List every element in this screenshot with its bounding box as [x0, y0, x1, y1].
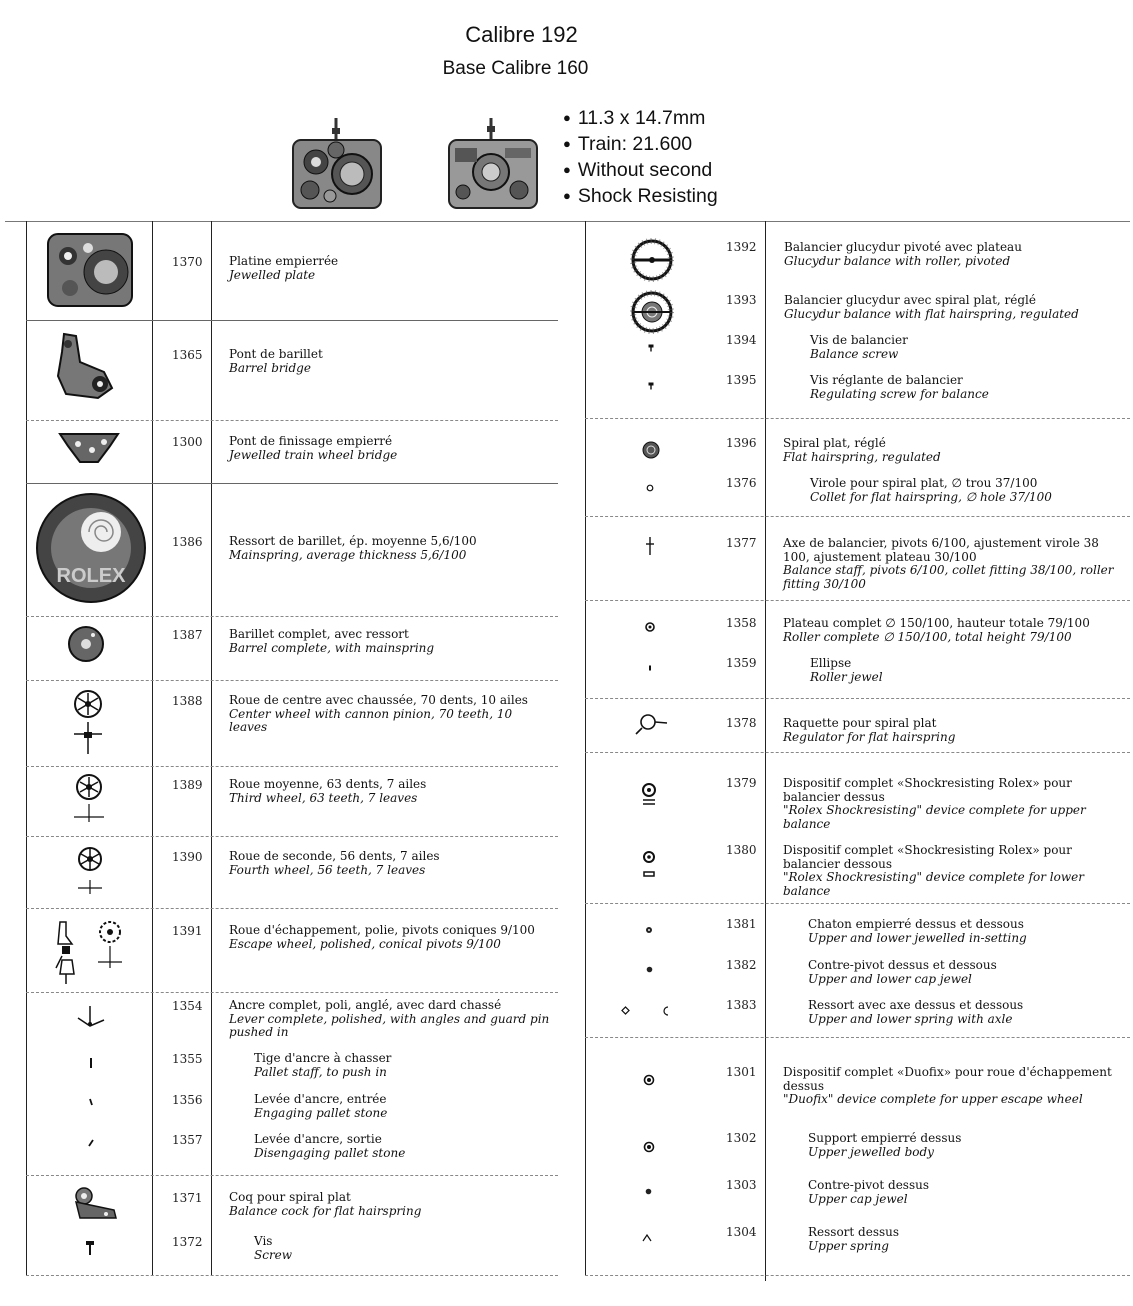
part-ref: 1378 [726, 716, 757, 730]
row-separator [26, 420, 558, 421]
part-name-en: Pallet staff, to push in [254, 1064, 387, 1079]
upper-cap-jewel-icon [645, 1188, 652, 1195]
row-separator [26, 1175, 558, 1176]
part-description [808, 1132, 1133, 1159]
part-name-en: Disengaging pallet stone [254, 1145, 406, 1160]
part-name-en: Upper spring [808, 1238, 889, 1253]
part-ref: 1396 [726, 436, 757, 450]
row-separator [585, 418, 1130, 419]
balance-wheel-icon [630, 238, 674, 282]
page-title: Calibre 192 [465, 22, 578, 47]
part-name-fr: Ancre complet, poli, anglé, avec dard chassé [229, 998, 502, 1012]
part-name-fr: Balancier glucydur avec spiral plat, réglé [784, 293, 1036, 307]
row-separator [26, 616, 558, 617]
part-name-en: Balance cock for flat hairspring [229, 1203, 422, 1218]
part-name-fr: Chaton empierré dessus et dessous [808, 917, 1024, 931]
hairspring-icon [641, 440, 661, 460]
part-name-en: Jewelled train wheel bridge [229, 447, 398, 462]
part-ref: 1392 [726, 240, 757, 254]
part-description [229, 255, 559, 282]
part-description [810, 374, 1133, 401]
balance-staff-icon [645, 536, 655, 556]
part-description [810, 657, 1133, 684]
part-name-en: Escape wheel, polished, conical pivots 9/100 [229, 936, 501, 951]
part-name-en: Upper cap jewel [808, 1191, 908, 1206]
part-name-fr: Pont de barillet [229, 347, 323, 361]
part-description [808, 1226, 1133, 1253]
part-name-fr: Pont de finissage empierré [229, 434, 393, 448]
part-ref: 1300 [172, 435, 203, 449]
part-ref: 1390 [172, 850, 203, 864]
barrel-bridge-icon [54, 332, 116, 402]
part-ref: 1354 [172, 999, 203, 1013]
lever-icon [76, 1004, 106, 1032]
part-name-fr: Plateau complet ∅ 150/100, hauteur totale 79/100 [783, 616, 1090, 630]
part-ref: 1388 [172, 694, 203, 708]
part-description [254, 1052, 584, 1079]
row-separator [585, 698, 1130, 699]
row-separator [26, 483, 558, 484]
part-description [229, 694, 549, 735]
part-name-en: "Duofix" device complete for upper escape wheel [783, 1092, 1083, 1106]
part-name-fr: Levée d'ancre, sortie [254, 1132, 382, 1146]
left-table-bottom [26, 1275, 558, 1276]
row-separator [26, 908, 558, 909]
part-ref: 1356 [172, 1093, 203, 1107]
part-description [783, 1066, 1118, 1107]
part-ref: 1395 [726, 373, 757, 387]
part-name-en: Roller jewel [810, 669, 883, 684]
part-name-fr: Barillet complet, avec ressort [229, 627, 409, 641]
part-description [229, 348, 559, 375]
part-name-en: Roller complete ∅ 150/100, total height 79/100 [783, 629, 1072, 644]
part-ref: 1355 [172, 1052, 203, 1066]
part-ref: 1372 [172, 1235, 203, 1249]
part-name-en: Regulator for flat hairspring [783, 729, 956, 744]
chaton-icon [645, 926, 653, 934]
part-name-fr: Vis [254, 1234, 273, 1248]
row-separator [26, 992, 558, 993]
balance-screw-icon [648, 344, 654, 352]
part-description [229, 535, 559, 562]
part-description [229, 628, 559, 655]
part-description [229, 435, 559, 462]
shock-upper-icon [641, 782, 657, 810]
part-ref: 1386 [172, 535, 203, 549]
part-ref: 1302 [726, 1131, 757, 1145]
part-name-fr: Roue de centre avec chaussée, 70 dents, 10 ailes [229, 693, 528, 707]
movement-front-icon [290, 118, 385, 213]
part-ref: 1301 [726, 1065, 757, 1079]
jewelled-body-icon [643, 1141, 655, 1153]
part-name-fr: Contre-pivot dessus [808, 1178, 929, 1192]
shock-lower-icon [642, 850, 656, 880]
part-ref: 1370 [172, 255, 203, 269]
mainspring-icon [35, 488, 147, 606]
train-wheel-bridge-icon [58, 430, 120, 466]
part-name-en: Flat hairspring, regulated [783, 449, 941, 464]
part-name-fr: Dispositif complet «Shockresisting Rolex» pour balancier dessous [783, 843, 1072, 871]
part-description [808, 918, 1133, 945]
left-table-divider [211, 221, 212, 1275]
spring-axle-icon [620, 1004, 674, 1018]
part-ref: 1394 [726, 333, 757, 347]
part-name-en: Balance staff, pivots 6/100, collet fitting 38/100, roller fitting 30/100 [783, 563, 1114, 591]
row-separator [26, 836, 558, 837]
spec-item: ● 11.3 x 14.7mm [563, 106, 718, 132]
part-description [229, 1191, 559, 1218]
part-ref: 1359 [726, 656, 757, 670]
row-separator [585, 600, 1130, 601]
part-description [810, 334, 1133, 361]
row-separator [585, 1037, 1130, 1038]
third-wheel-icon [72, 772, 106, 824]
part-name-en: Engaging pallet stone [254, 1105, 388, 1120]
part-ref: 1383 [726, 998, 757, 1012]
duofix-icon [643, 1074, 655, 1086]
part-description [783, 844, 1093, 898]
pallet-stone-icon [88, 1098, 94, 1106]
part-name-en: Third wheel, 63 teeth, 7 leaves [229, 790, 418, 805]
part-name-en: "Rolex Shockresisting" device complete for upper balance [783, 803, 1086, 831]
part-name-en: Barrel bridge [229, 360, 311, 375]
part-name-en: Glucydur balance with roller, pivoted [784, 253, 1011, 268]
rolex-logo-text: ROLEX [56, 565, 126, 587]
right-table-divider [765, 221, 766, 1281]
row-separator [585, 752, 1130, 753]
part-name-en: Barrel complete, with mainspring [229, 640, 435, 655]
part-name-en: Upper and lower jewelled in-setting [808, 930, 1027, 945]
part-ref: 1357 [172, 1133, 203, 1147]
right-table-border [585, 221, 586, 1275]
upper-spring-icon [642, 1234, 652, 1242]
part-name-fr: Ellipse [810, 656, 852, 670]
regulating-screw-icon [648, 382, 654, 390]
part-description [229, 924, 554, 951]
part-name-en: Upper jewelled body [808, 1144, 934, 1159]
part-description [783, 777, 1093, 831]
left-table-divider [152, 221, 153, 1275]
spec-item: ● Shock Resisting [563, 184, 718, 210]
part-name-fr: Tige d'ancre à chasser [254, 1051, 392, 1065]
part-ref: 1365 [172, 348, 203, 362]
part-description [229, 778, 559, 805]
part-name-fr: Support empierré dessus [808, 1131, 962, 1145]
pallet-stone-exit-icon [87, 1139, 95, 1147]
part-name-en: Regulating screw for balance [810, 386, 989, 401]
part-name-fr: Ressort de barillet, ép. moyenne 5,6/100 [229, 534, 477, 548]
part-description [808, 1179, 1133, 1206]
part-ref: 1380 [726, 843, 757, 857]
roller-icon [645, 622, 655, 632]
part-description [783, 437, 1113, 464]
part-ref: 1393 [726, 293, 757, 307]
regulator-icon [634, 712, 668, 736]
part-description [229, 999, 554, 1040]
part-name-en: Fourth wheel, 56 teeth, 7 leaves [229, 862, 426, 877]
part-name-en: Jewelled plate [229, 267, 316, 282]
part-ref: 1371 [172, 1191, 203, 1205]
row-separator [26, 766, 558, 767]
part-name-fr: Balancier glucydur pivoté avec plateau [784, 240, 1022, 254]
part-name-en: Balance screw [810, 346, 899, 361]
part-ref: 1303 [726, 1178, 757, 1192]
right-table-bottom [585, 1275, 1130, 1276]
row-separator [585, 903, 1130, 904]
part-description [808, 999, 1133, 1026]
barrel-icon [66, 624, 106, 664]
escape-wheel-icon [52, 916, 128, 986]
part-description [254, 1093, 584, 1120]
part-name-en: Mainspring, average thickness 5,6/100 [229, 547, 467, 562]
header-divider [5, 221, 1130, 222]
part-name-fr: Axe de balancier, pivots 6/100, ajustement virole 38 100, ajustement plateau 30/100 [783, 536, 1099, 564]
part-description [254, 1133, 584, 1160]
part-name-fr: Roue d'échappement, polie, pivots coniques 9/100 [229, 923, 535, 937]
part-name-en: Center wheel with cannon pinion, 70 teeth, 10 leaves [229, 706, 513, 734]
part-ref: 1389 [172, 778, 203, 792]
part-name-fr: Roue de seconde, 56 dents, 7 ailes [229, 849, 440, 863]
part-name-fr: Ressort dessus [808, 1225, 900, 1239]
part-name-fr: Coq pour spiral plat [229, 1190, 351, 1204]
part-ref: 1379 [726, 776, 757, 790]
part-name-fr: Vis de balancier [810, 333, 908, 347]
part-description [783, 717, 1113, 744]
part-name-en: Lever complete, polished, with angles and guard pin pushed in [229, 1011, 550, 1039]
part-name-fr: Spiral plat, réglé [783, 436, 886, 450]
part-ref: 1358 [726, 616, 757, 630]
part-name-en: Upper and lower cap jewel [808, 971, 972, 986]
part-ref: 1391 [172, 924, 203, 938]
screw-icon [85, 1240, 95, 1256]
row-separator [26, 320, 558, 321]
part-name-fr: Levée d'ancre, entrée [254, 1092, 387, 1106]
part-ref: 1377 [726, 536, 757, 550]
spec-list [563, 106, 718, 210]
collet-icon [646, 484, 654, 492]
balance-hairspring-icon [630, 290, 674, 334]
part-name-fr: Platine empierrée [229, 254, 339, 268]
part-name-fr: Ressort avec axe dessus et dessous [808, 998, 1024, 1012]
part-ref: 1382 [726, 958, 757, 972]
part-name-fr: Roue moyenne, 63 dents, 7 ailes [229, 777, 427, 791]
pallet-staff-icon [88, 1057, 94, 1069]
part-description [783, 537, 1118, 591]
row-separator [585, 516, 1130, 517]
part-name-en: "Rolex Shockresisting" device complete for lower balance [783, 870, 1084, 898]
fourth-wheel-icon [74, 844, 106, 896]
part-name-en: Collet for flat hairspring, ∅ hole 37/100 [810, 489, 1052, 504]
roller-jewel-icon [648, 665, 652, 671]
part-name-fr: Vis réglante de balancier [810, 373, 963, 387]
part-name-en: Glucydur balance with flat hairspring, regulated [784, 306, 1079, 321]
part-ref: 1376 [726, 476, 757, 490]
part-name-fr: Contre-pivot dessus et dessous [808, 958, 997, 972]
part-name-fr: Virole pour spiral plat, ∅ trou 37/100 [810, 476, 1038, 490]
part-name-fr: Dispositif complet «Duofix» pour roue d'échappement dessus [783, 1065, 1112, 1093]
center-wheel-icon [70, 688, 106, 756]
part-name-en: Screw [254, 1247, 293, 1262]
part-description [784, 241, 1114, 268]
spec-item: ● Train: 21.600 [563, 132, 718, 158]
part-description [229, 850, 559, 877]
row-separator [26, 680, 558, 681]
part-description [254, 1235, 584, 1262]
page-subtitle: Base Calibre 160 [442, 58, 589, 79]
part-description [808, 959, 1133, 986]
balance-cock-icon [70, 1186, 120, 1222]
part-description [784, 294, 1119, 321]
part-ref: 1387 [172, 628, 203, 642]
part-name-fr: Raquette pour spiral plat [783, 716, 937, 730]
part-name-fr: Dispositif complet «Shockresisting Rolex» pour balancier dessus [783, 776, 1072, 804]
movement-back-icon [447, 118, 542, 213]
part-description [810, 477, 1120, 504]
left-table-border [26, 221, 27, 1275]
spec-item: ● Without second [563, 158, 718, 184]
jewelled-plate-icon [46, 232, 134, 308]
part-ref: 1381 [726, 917, 757, 931]
part-name-en: Upper and lower spring with axle [808, 1011, 1013, 1026]
cap-jewel-icon [646, 966, 653, 973]
part-description [783, 617, 1118, 644]
part-ref: 1304 [726, 1225, 757, 1239]
